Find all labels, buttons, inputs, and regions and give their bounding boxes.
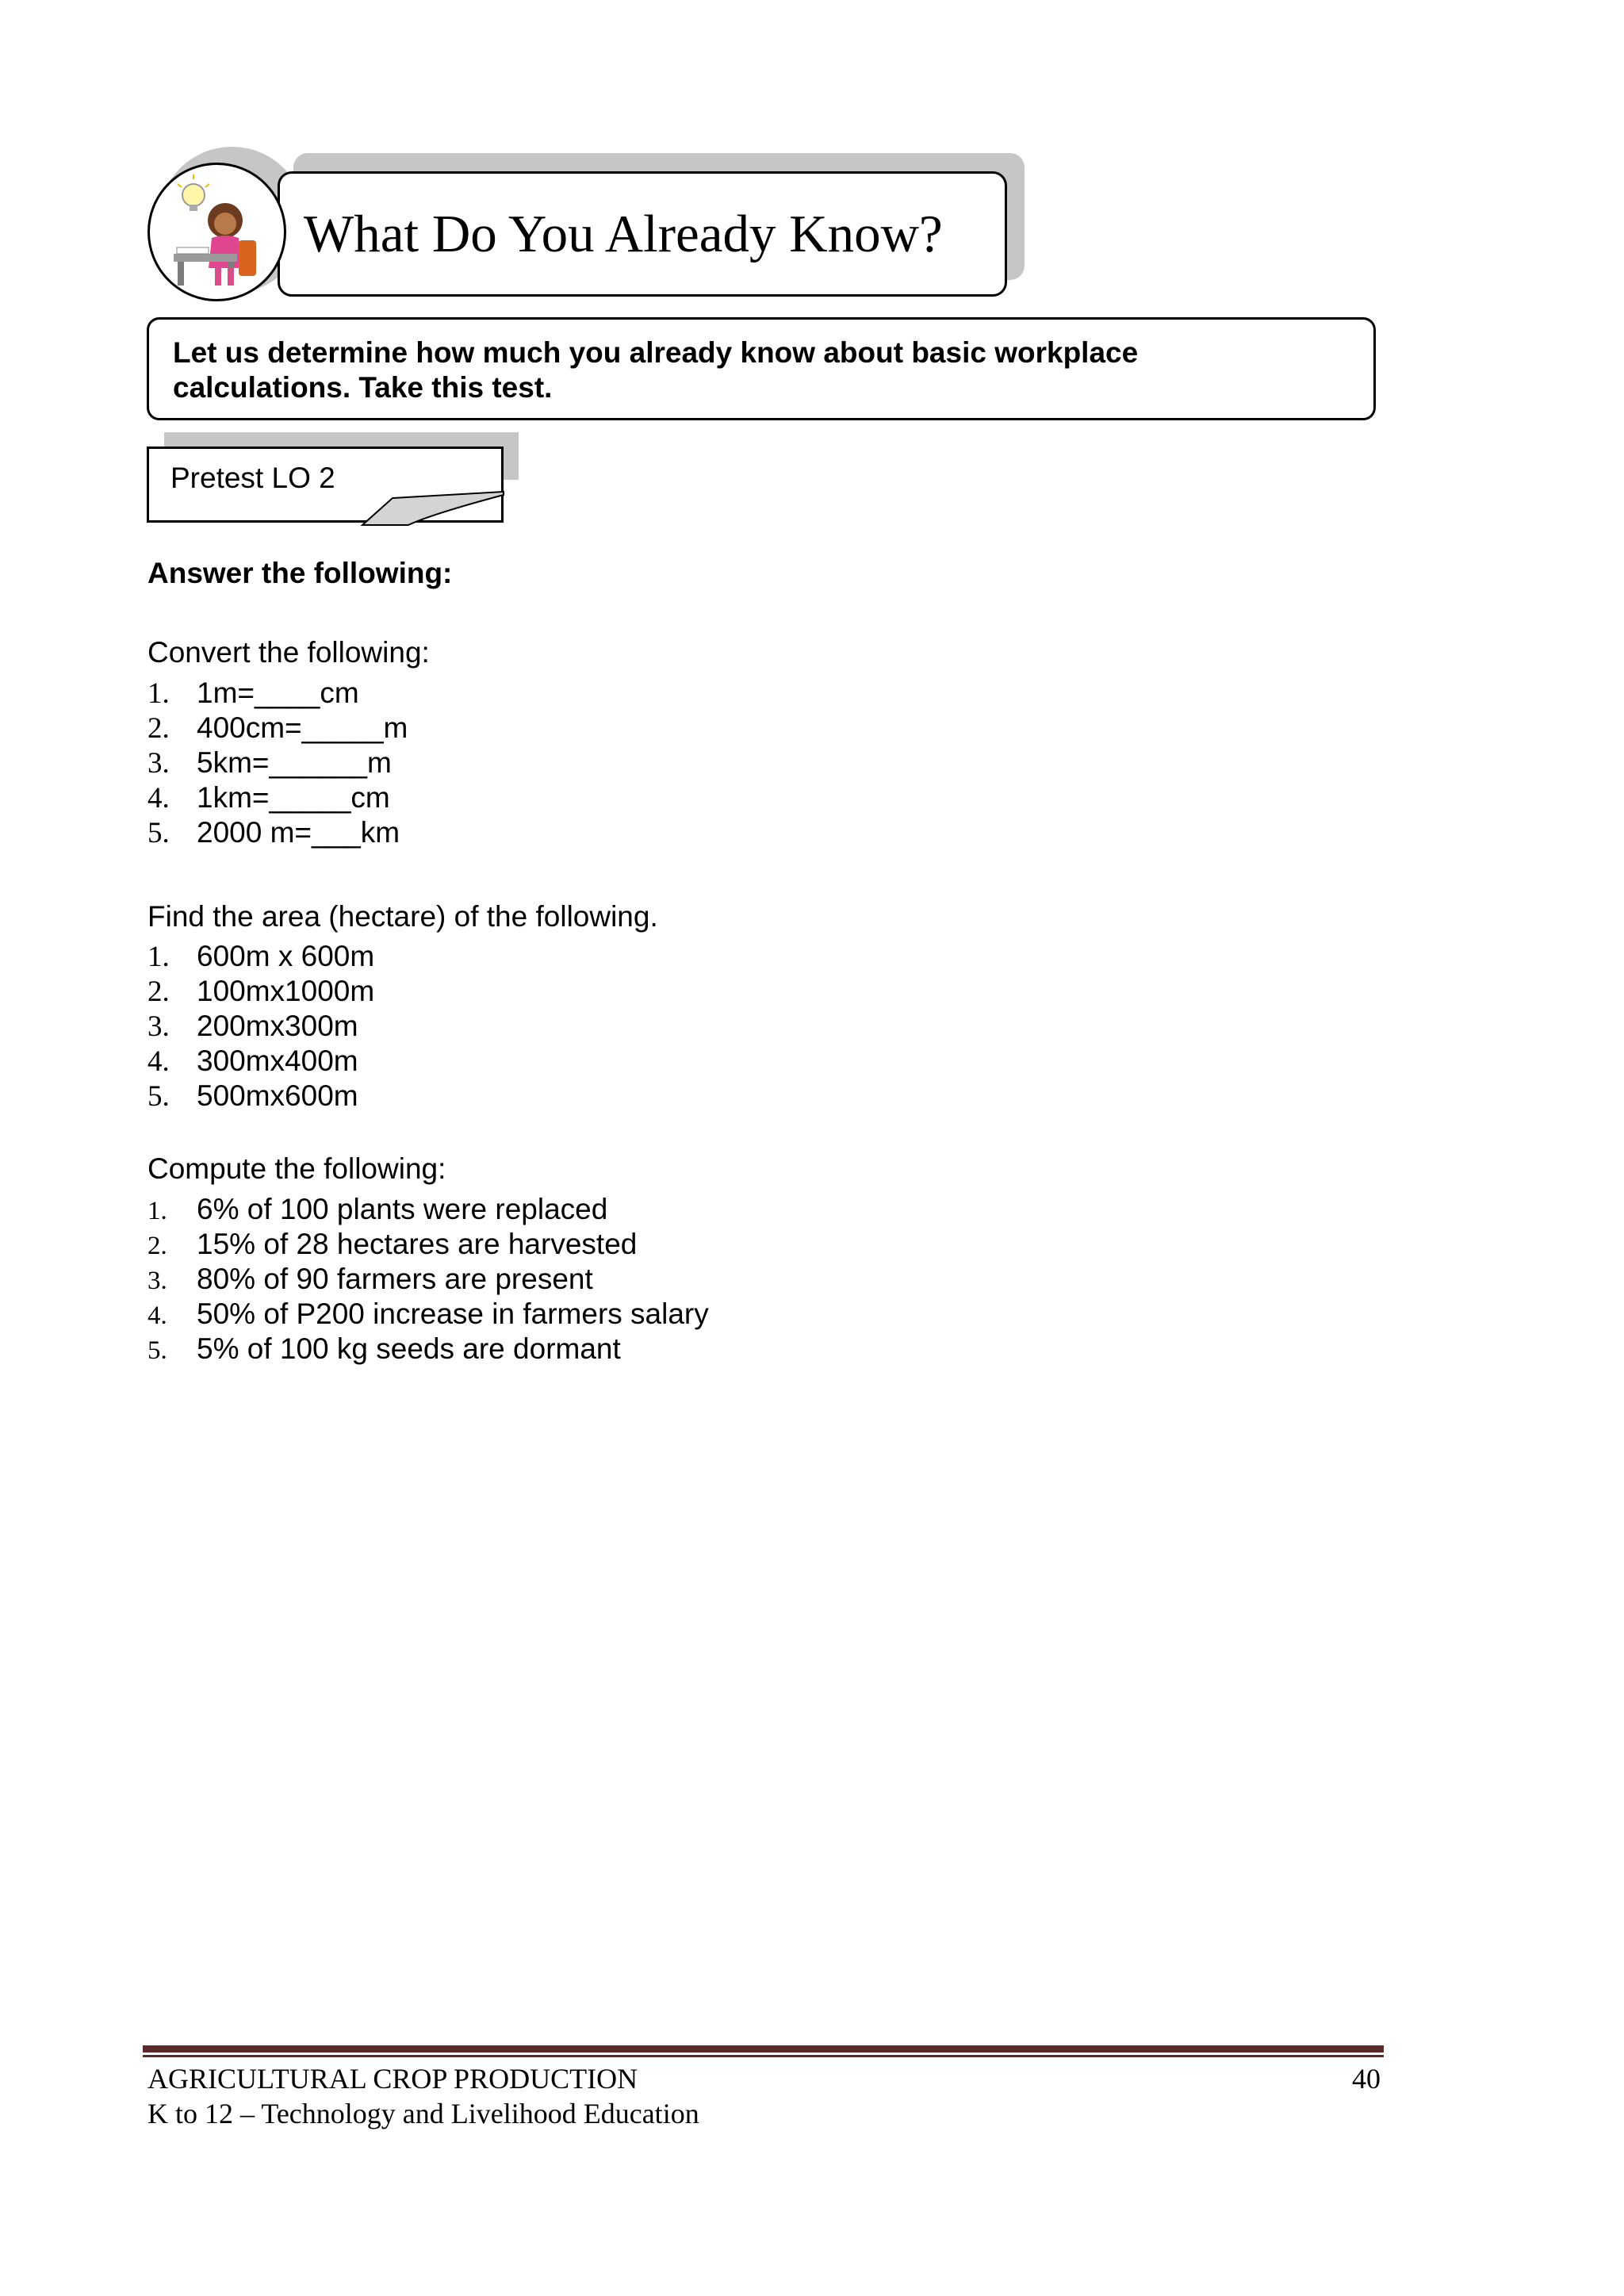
list-item: 4. 300mx400m bbox=[147, 1045, 358, 1078]
list-item: 5. 500mx600m bbox=[147, 1079, 358, 1113]
list-item: 4. 50% of P200 increase in farmers salary bbox=[147, 1297, 709, 1330]
instructions: Answer the following: bbox=[147, 557, 453, 589]
section-heading-compute: Compute the following: bbox=[147, 1152, 446, 1185]
section-heading-convert: Convert the following: bbox=[147, 636, 430, 669]
page-curl-icon bbox=[361, 490, 511, 527]
intro-box bbox=[147, 317, 1376, 420]
footer-rule bbox=[143, 2045, 1384, 2053]
list-item: 1. 1m=____cm bbox=[147, 677, 359, 710]
list-item: 1. 6% of 100 plants were replaced bbox=[147, 1193, 608, 1225]
list-item: 2. 15% of 28 hectares are harvested bbox=[147, 1228, 638, 1260]
section-banner bbox=[278, 171, 1007, 297]
pretest-label: Pretest LO 2 bbox=[170, 462, 335, 494]
intro-line-1: Let us determine how much you already know about basic workplace bbox=[173, 336, 1139, 369]
list-item: 2. 100mx1000m bbox=[147, 975, 375, 1008]
list-item: 1. 600m x 600m bbox=[147, 940, 375, 973]
compute-list bbox=[147, 1192, 709, 1366]
list-item: 3. 5km=______m bbox=[147, 746, 392, 780]
intro-line-2: calculations. Take this test. bbox=[173, 371, 553, 404]
page-title: What Do You Already Know? bbox=[304, 205, 943, 263]
student-at-desk-icon bbox=[147, 163, 286, 301]
area-list bbox=[147, 939, 374, 1114]
footer-program: K to 12 – Technology and Livelihood Education bbox=[147, 2098, 699, 2129]
footer-course: AGRICULTURAL CROP PRODUCTION bbox=[147, 2063, 638, 2095]
list-item: 3. 200mx300m bbox=[147, 1010, 358, 1043]
section-heading-area: Find the area (hectare) of the following. bbox=[147, 900, 658, 933]
list-item: 5. 5% of 100 kg seeds are dormant bbox=[147, 1332, 621, 1365]
list-item: 2. 400cm=_____m bbox=[147, 711, 408, 745]
page-number: 40 bbox=[1352, 2063, 1381, 2095]
list-item: 5. 2000 m=___km bbox=[147, 816, 400, 849]
convert-list bbox=[147, 676, 408, 850]
footer-rule-thin bbox=[143, 2055, 1384, 2057]
list-item: 3. 80% of 90 farmers are present bbox=[147, 1263, 593, 1295]
list-item: 4. 1km=_____cm bbox=[147, 781, 390, 815]
